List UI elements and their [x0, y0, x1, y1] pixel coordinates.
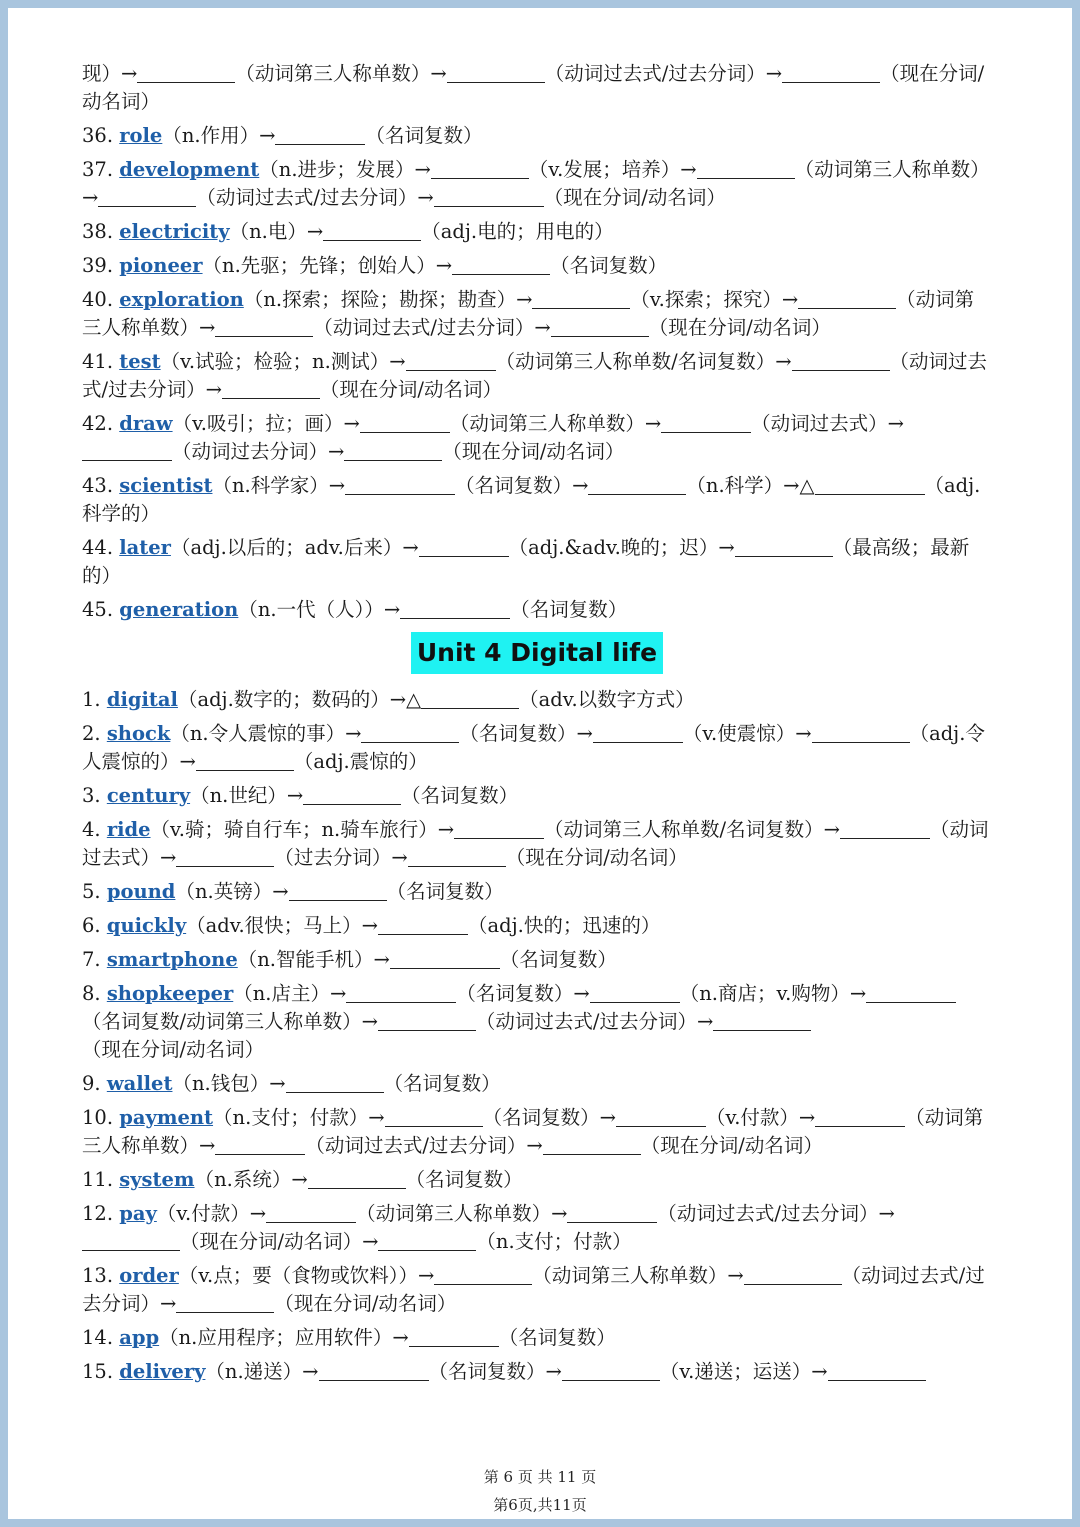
- answer-blank[interactable]: [616, 1106, 706, 1127]
- entry-number: 39.: [82, 254, 114, 277]
- answer-blank[interactable]: [196, 750, 294, 771]
- text: （n.科学家）→: [212, 474, 346, 497]
- page-number: 第 6 页 共 11 页: [483, 1468, 597, 1486]
- answer-blank[interactable]: [222, 378, 320, 399]
- text: （v.使震惊）→: [682, 722, 812, 745]
- text: （n.店主）→: [233, 982, 347, 1005]
- text: （n.科学）→△: [686, 474, 815, 497]
- answer-blank[interactable]: [434, 186, 544, 207]
- unit4-entry-5: [82, 878, 992, 906]
- text: （动词第三人称单数）→: [82, 158, 990, 209]
- headword: draw: [119, 412, 173, 435]
- text: （现在分词/动名词）→: [180, 1230, 379, 1253]
- headword: pound: [106, 880, 176, 903]
- answer-blank[interactable]: [82, 1230, 180, 1251]
- answer-blank[interactable]: [344, 440, 442, 461]
- entry-number: 15.: [82, 1360, 114, 1383]
- entry-36: [82, 122, 992, 150]
- answer-blank[interactable]: [385, 1106, 483, 1127]
- text: （v.递送；运送）→: [659, 1360, 828, 1383]
- text: （v.探索；探究）→: [630, 288, 799, 311]
- text: （n.电）→: [229, 220, 324, 243]
- text: （n.系统）→: [194, 1168, 308, 1191]
- entry-41: [82, 348, 992, 404]
- text: （v.点；要（食物或饮料））→: [178, 1264, 435, 1287]
- text: （现在分词/动名词）: [82, 1038, 265, 1061]
- text: （动词过去分词）→: [172, 440, 345, 463]
- text: （动词第三人称单数）→: [532, 1264, 744, 1287]
- unit4-entry-7: [82, 946, 992, 974]
- entry-number: 4.: [82, 818, 101, 841]
- text: （动词第三人称单数）→: [356, 1202, 568, 1225]
- answer-blank[interactable]: [378, 1230, 476, 1251]
- answer-blank[interactable]: [866, 982, 956, 1003]
- unit4-entry-13: [82, 1262, 992, 1318]
- answer-blank[interactable]: [431, 158, 529, 179]
- entry-number: 13.: [82, 1264, 114, 1287]
- unit4-entry-12: [82, 1200, 992, 1256]
- answer-blank[interactable]: [286, 1072, 384, 1093]
- headword: wallet: [106, 1072, 173, 1095]
- page-number-secondary: 第6页,共11页: [493, 1496, 587, 1514]
- entry-number: 45.: [82, 598, 114, 621]
- answer-blank[interactable]: [137, 62, 235, 83]
- entry-number: 42.: [82, 412, 114, 435]
- headword: pay: [119, 1202, 157, 1225]
- entry-number: 2.: [82, 722, 101, 745]
- entry-35-continued: [82, 60, 992, 116]
- answer-blank[interactable]: [828, 1360, 926, 1381]
- text: （动词过去式/过去分词）→: [196, 186, 434, 209]
- answer-blank[interactable]: [744, 1264, 842, 1285]
- answer-blank[interactable]: [421, 688, 519, 709]
- text: （名词复数）: [510, 598, 628, 621]
- text: （名词复数）: [401, 784, 519, 807]
- text: （动词过去式/过去分词）→: [475, 1010, 714, 1033]
- headword: payment: [119, 1106, 214, 1129]
- answer-blank[interactable]: [798, 288, 896, 309]
- text: （n.令人震惊的事）→: [170, 722, 362, 745]
- entry-number: 43.: [82, 474, 114, 497]
- headword: system: [119, 1168, 195, 1191]
- text: （n.支付；付款）→: [213, 1106, 385, 1129]
- answer-blank[interactable]: [378, 914, 468, 935]
- text: （动词第三人称单数）→: [82, 288, 975, 339]
- entry-number: 11.: [82, 1168, 114, 1191]
- entry-43: [82, 472, 992, 528]
- answer-blank[interactable]: [215, 316, 313, 337]
- answer-blank[interactable]: [815, 474, 925, 495]
- text: （动词过去式/过去分词）→: [82, 350, 988, 401]
- text: （adj.以后的；adv.后来）→: [170, 536, 419, 559]
- unit-heading: Unit 4 Digital life: [411, 632, 663, 674]
- text: （n.智能手机）→: [237, 948, 390, 971]
- entry-number: 5.: [82, 880, 101, 903]
- text: （名词复数）→: [482, 1106, 616, 1129]
- text: （adv.很快；马上）→: [186, 914, 379, 937]
- text: （名词复数）: [498, 1326, 616, 1349]
- headword: exploration: [119, 288, 244, 311]
- headword: order: [119, 1264, 179, 1287]
- text: （n.支付；付款）: [476, 1230, 632, 1253]
- text: （现在分词/动名词）: [319, 378, 502, 401]
- answer-blank[interactable]: [319, 1360, 429, 1381]
- text: （名词复数）: [383, 1072, 501, 1095]
- unit4-entry-11: [82, 1166, 992, 1194]
- entry-number: 40.: [82, 288, 114, 311]
- entry-number: 3.: [82, 784, 101, 807]
- text: （名词复数/动词第三人称单数）→: [82, 1010, 378, 1033]
- text: （动词第三人称单数/名词复数）→: [495, 350, 792, 373]
- headword: pioneer: [119, 254, 203, 277]
- headword: later: [119, 536, 171, 559]
- entry-37: [82, 156, 992, 212]
- entry-number: 10.: [82, 1106, 114, 1129]
- headword: delivery: [119, 1360, 206, 1383]
- entry-number: 9.: [82, 1072, 101, 1095]
- text: （现在分词/动名词）: [274, 1292, 457, 1315]
- text: （adj.令人震惊的）→: [82, 722, 985, 773]
- unit4-entry-15: [82, 1358, 992, 1386]
- text: （动词过去式/过去分词）→: [313, 316, 551, 339]
- entry-number: 37.: [82, 158, 114, 181]
- unit4-entry-4: [82, 816, 992, 872]
- headword: century: [106, 784, 191, 807]
- answer-blank[interactable]: [815, 1106, 905, 1127]
- headword: ride: [106, 818, 151, 841]
- entry-40: [82, 286, 992, 342]
- unit-heading-wrap: [82, 632, 992, 674]
- entry-39: [82, 252, 992, 280]
- text: （名词复数）: [386, 880, 504, 903]
- text: （动词过去式/过去分词）→: [82, 1264, 985, 1315]
- entry-number: 38.: [82, 220, 114, 243]
- answer-blank[interactable]: [345, 474, 455, 495]
- answer-blank[interactable]: [346, 982, 456, 1003]
- headword: electricity: [119, 220, 230, 243]
- entry-number: 36.: [82, 124, 114, 147]
- headword: smartphone: [106, 948, 238, 971]
- unit4-entry-1: [82, 686, 992, 714]
- text: （v.发展；培养）→: [528, 158, 697, 181]
- headword: test: [119, 350, 161, 373]
- text: （动词过去式/过去分词）→: [305, 1134, 543, 1157]
- answer-blank[interactable]: [215, 1134, 305, 1155]
- entry-number: 7.: [82, 948, 101, 971]
- answer-blank[interactable]: [390, 948, 500, 969]
- text: （名词复数）→: [428, 1360, 562, 1383]
- unit4-entry-10: [82, 1104, 992, 1160]
- answer-blank[interactable]: [406, 350, 496, 371]
- text: （n.探索；探险；勘探；勘查）→: [243, 288, 533, 311]
- text: （动词过去式）→: [751, 412, 904, 435]
- text: （名词复数）: [365, 124, 483, 147]
- text: （过去分词）→: [274, 846, 408, 869]
- text: （现在分词/动名词）: [640, 1134, 823, 1157]
- text: （adj.&adv.晚的；迟）→: [508, 536, 735, 559]
- text: （adj.科学的）: [82, 474, 981, 525]
- text: 现）→: [82, 62, 138, 85]
- text: （动词第三人称单数/名词复数）→: [544, 818, 840, 841]
- headword: shopkeeper: [106, 982, 234, 1005]
- text: （动词第三人称单数）→: [449, 412, 662, 435]
- headword: scientist: [119, 474, 213, 497]
- headword: development: [119, 158, 260, 181]
- answer-blank[interactable]: [289, 880, 387, 901]
- answer-blank[interactable]: [275, 124, 365, 145]
- text: （v.吸引；拉；画）→: [172, 412, 360, 435]
- answer-blank[interactable]: [447, 62, 545, 83]
- unit4-entry-2: [82, 720, 992, 776]
- text: （最高级；最新的）: [82, 536, 970, 587]
- answer-blank[interactable]: [562, 1360, 660, 1381]
- text: （n.英镑）→: [175, 880, 289, 903]
- answer-blank[interactable]: [840, 818, 930, 839]
- text: （现在分词/动名词）: [442, 440, 625, 463]
- answer-blank[interactable]: [661, 412, 751, 433]
- answer-blank[interactable]: [713, 1010, 811, 1031]
- answer-blank[interactable]: [792, 350, 890, 371]
- answer-blank[interactable]: [361, 722, 459, 743]
- text: （名词复数）: [550, 254, 668, 277]
- entry-number: 41.: [82, 350, 114, 373]
- answer-blank[interactable]: [419, 536, 509, 557]
- headword: quickly: [106, 914, 187, 937]
- text: （名词复数）: [405, 1168, 523, 1191]
- answer-blank[interactable]: [452, 254, 550, 275]
- text: （现在分词/动名词）: [82, 62, 985, 113]
- text: （n.递送）→: [205, 1360, 319, 1383]
- unit4-entry-8: [82, 980, 992, 1064]
- answer-blank[interactable]: [454, 818, 544, 839]
- text: （v.付款）→: [706, 1106, 816, 1129]
- text: （现在分词/动名词）: [543, 186, 726, 209]
- answer-blank[interactable]: [400, 598, 510, 619]
- answer-blank[interactable]: [266, 1202, 356, 1223]
- text: （动词过去式）→: [82, 818, 989, 869]
- text: （动词过去式/过去分词）→: [544, 62, 783, 85]
- text: （adj.快的；迅速的）: [468, 914, 661, 937]
- text: （v.试验；检验；n.测试）→: [160, 350, 406, 373]
- text: （现在分词/动名词）: [648, 316, 831, 339]
- headword: role: [119, 124, 163, 147]
- entry-38: [82, 218, 992, 246]
- text: （n.钱包）→: [172, 1072, 286, 1095]
- answer-blank[interactable]: [567, 1202, 657, 1223]
- text: （名词复数）→: [455, 474, 589, 497]
- answer-blank[interactable]: [378, 1010, 476, 1031]
- text: （n.一代（人））→: [238, 598, 401, 621]
- answer-blank[interactable]: [176, 1292, 274, 1313]
- unit4-entry-14: [82, 1324, 992, 1352]
- entry-number: 8.: [82, 982, 101, 1005]
- text: （名词复数）→: [456, 982, 590, 1005]
- answer-blank[interactable]: [360, 412, 450, 433]
- answer-blank[interactable]: [409, 1326, 499, 1347]
- headword: generation: [119, 598, 239, 621]
- answer-blank[interactable]: [735, 536, 833, 557]
- unit4-entry-6: [82, 912, 992, 940]
- entry-number: 12.: [82, 1202, 114, 1225]
- answer-blank[interactable]: [697, 158, 795, 179]
- entry-42: [82, 410, 992, 466]
- text: （v.骑；骑自行车；n.骑车旅行）→: [150, 818, 455, 841]
- text: （adv.以数字方式）: [519, 688, 695, 711]
- answer-blank[interactable]: [176, 846, 274, 867]
- answer-blank[interactable]: [551, 316, 649, 337]
- text: （动词过去式/过去分词）→: [657, 1202, 895, 1225]
- headword: app: [119, 1326, 160, 1349]
- text: （n.世纪）→: [190, 784, 304, 807]
- text: （n.进步；发展）→: [259, 158, 431, 181]
- entry-number: 14.: [82, 1326, 114, 1349]
- entry-44: [82, 534, 992, 590]
- answer-blank[interactable]: [82, 440, 172, 461]
- answer-blank[interactable]: [98, 186, 196, 207]
- text: （n.作用）→: [162, 124, 276, 147]
- text: （adj.震惊的）: [293, 750, 428, 773]
- answer-blank[interactable]: [308, 1168, 406, 1189]
- text: （adj.数字的；数码的）→△: [177, 688, 422, 711]
- headword: digital: [106, 688, 178, 711]
- answer-blank[interactable]: [590, 982, 680, 1003]
- text: （动词第三人称单数）→: [235, 62, 447, 85]
- text: （n.应用程序；应用软件）→: [159, 1326, 409, 1349]
- text: （动词第三人称单数）→: [82, 1106, 984, 1157]
- text: （adj.电的；用电的）: [421, 220, 614, 243]
- answer-blank[interactable]: [303, 784, 401, 805]
- entry-number: 1.: [82, 688, 101, 711]
- worksheet: [82, 60, 992, 1392]
- unit4-entry-3: [82, 782, 992, 810]
- text: （n.先驱；先锋；创始人）→: [202, 254, 453, 277]
- answer-blank[interactable]: [323, 220, 421, 241]
- entry-number: 44.: [82, 536, 114, 559]
- entry-number: 6.: [82, 914, 101, 937]
- answer-blank[interactable]: [588, 474, 686, 495]
- answer-blank[interactable]: [593, 722, 683, 743]
- entry-45: [82, 596, 992, 624]
- answer-blank[interactable]: [434, 1264, 532, 1285]
- answer-blank[interactable]: [543, 1134, 641, 1155]
- answer-blank[interactable]: [782, 62, 880, 83]
- text: （名词复数）→: [459, 722, 593, 745]
- text: （v.付款）→: [156, 1202, 267, 1225]
- text: （现在分词/动名词）: [505, 846, 688, 869]
- answer-blank[interactable]: [532, 288, 630, 309]
- text: （名词复数）: [499, 948, 617, 971]
- answer-blank[interactable]: [812, 722, 910, 743]
- answer-blank[interactable]: [408, 846, 506, 867]
- text: （n.商店；v.购物）→: [679, 982, 867, 1005]
- headword: shock: [106, 722, 171, 745]
- unit4-entry-9: [82, 1070, 992, 1098]
